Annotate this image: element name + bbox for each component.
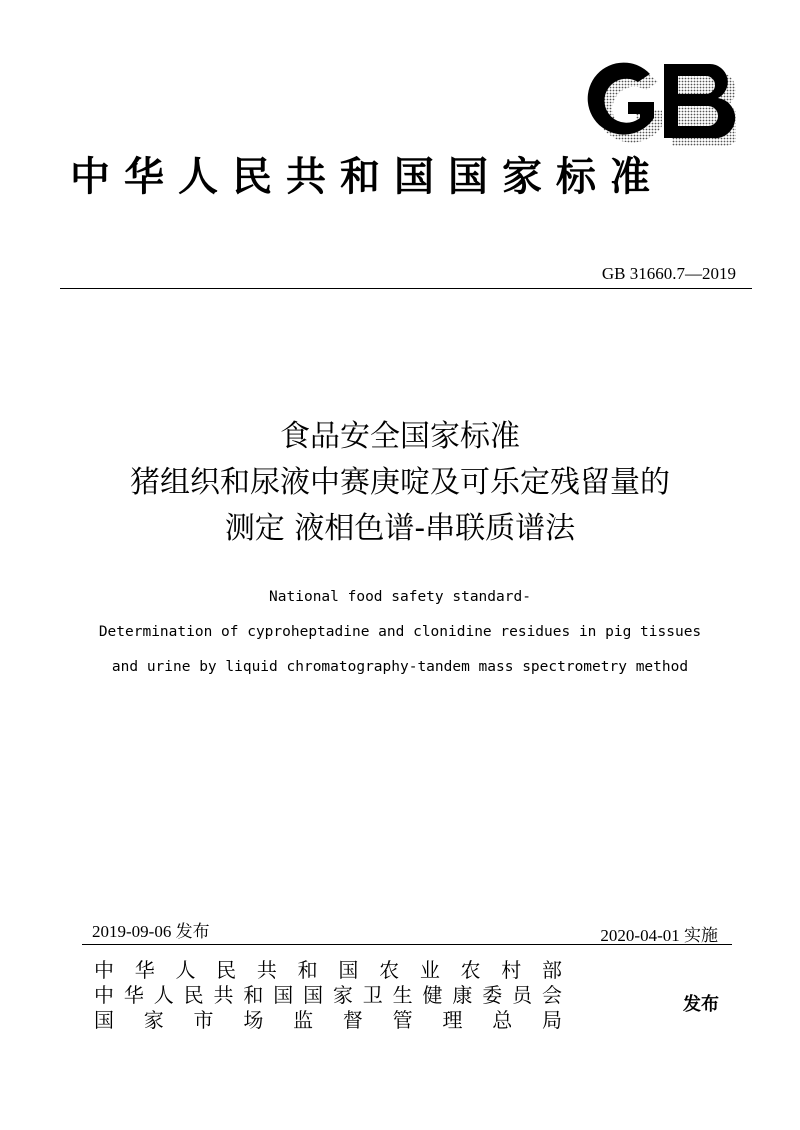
chinese-title-line-1: 食品安全国家标准 bbox=[280, 419, 520, 454]
english-title-line-1: National food safety standard- bbox=[269, 589, 531, 605]
gb-logo-mark bbox=[580, 60, 736, 146]
issuer-3: 国家市场监督管理总局 bbox=[94, 1008, 562, 1032]
chinese-title bbox=[0, 414, 800, 552]
english-title-line-3: and urine by liquid chromatography-tandem mass spectrometry method bbox=[111, 659, 689, 675]
standard-number: GB 31660.7—2019 bbox=[601, 264, 736, 283]
implementation-date: 2020-04-01 实施 bbox=[600, 926, 718, 945]
national-standard-heading: 中华人民共和国国家标准 bbox=[70, 154, 664, 200]
gb-logo bbox=[580, 60, 736, 146]
issue-date: 2019-09-06 发布 bbox=[92, 922, 210, 941]
issuer-2: 中华人民共和国国家卫生健康委员会 bbox=[94, 983, 562, 1007]
publish-label: 发布 bbox=[683, 994, 719, 1015]
top-divider bbox=[60, 288, 752, 289]
bottom-divider bbox=[82, 944, 732, 945]
chinese-title-line-3: 测定 液相色谱-串联质谱法 bbox=[224, 511, 576, 546]
issuer-1: 中华人民共和国农业农村部 bbox=[94, 958, 562, 982]
english-title-line-2: Determination of cyproheptadine and clonidine residues in pig tissues bbox=[98, 624, 702, 640]
chinese-title-line-2: 猪组织和尿液中赛庚啶及可乐定残留量的 bbox=[130, 465, 670, 500]
english-title bbox=[0, 580, 800, 685]
issuing-authorities bbox=[94, 958, 562, 1033]
